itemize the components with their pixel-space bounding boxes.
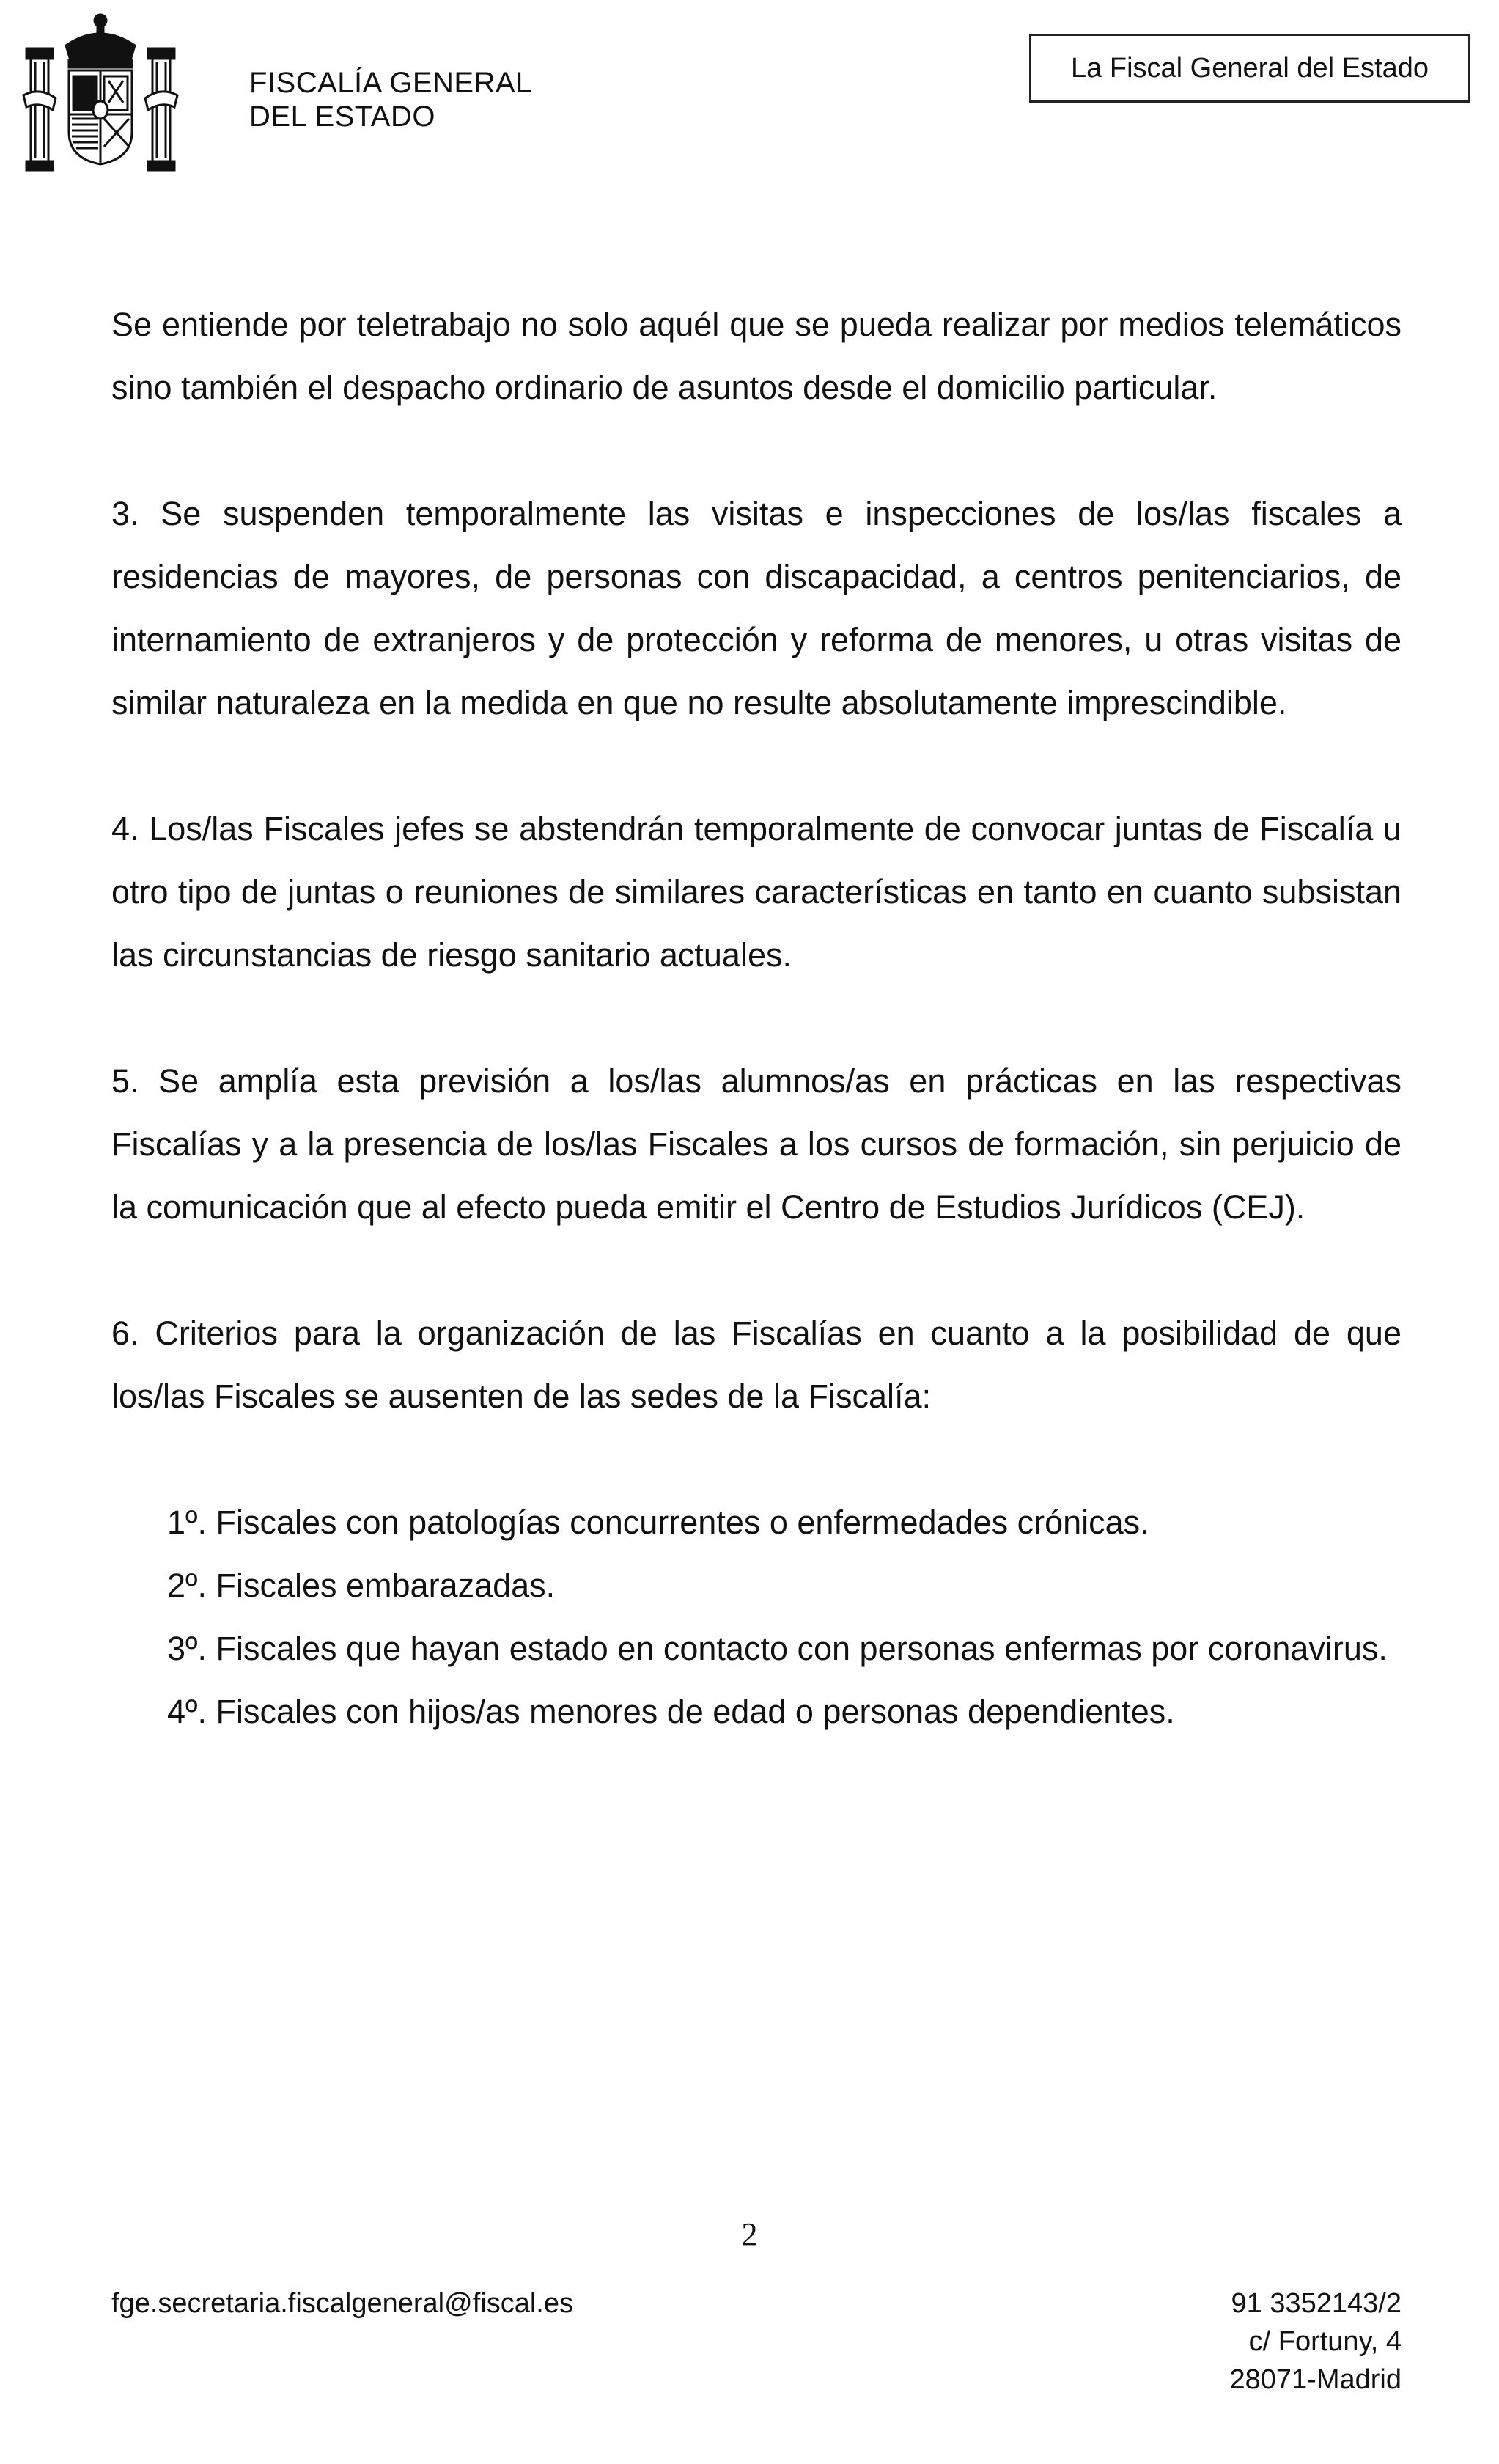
footer-city: 28071-Madrid (1229, 2364, 1402, 2395)
list-item: 1º. Fiscales con patologías concurrentes o enfermedades crónicas. (167, 1504, 1149, 1541)
footer-street: c/ Fortuny, 4 (1248, 2326, 1402, 2357)
coat-of-arms-icon (21, 7, 180, 174)
list-item: 4º. Fiscales con hijos/as menores de edad o personas dependientes. (167, 1693, 1175, 1730)
paragraph-5-trainees: 5. Se amplía esta previsión a los/las alumnos/as en prácticas en las respectivas Fiscalías y a la presencia de los/las Fiscales a los cursos de formación, sin perjuicio de la comunicación que al efecto pueda emitir el Centro de Estudios Jurídicos (CEJ). (111, 1062, 1402, 1226)
footer-email: fge.secretaria.fiscalgeneral@fiscal.es (111, 2288, 573, 2319)
paragraph-4-meetings: 4. Los/las Fiscales jefes se abstendrán temporalmente de convocar juntas de Fiscalía u otro tipo de juntas o reuniones de similares características en tanto en cuanto subsistan las circunstancias de riesgo sanitario actuales. (111, 810, 1402, 974)
institution-name (249, 66, 532, 133)
paragraph-telework: Se entiende por teletrabajo no solo aquél que se pueda realizar por medios telemáticos sino también el despacho ordinario de asuntos desde el domicilio particular. (111, 306, 1402, 406)
footer-address (1230, 2284, 1402, 2399)
document-origin-box: La Fiscal General del Estado (1029, 34, 1470, 103)
paragraph-3-visits: 3. Se suspenden temporalmente las visitas e inspecciones de los/las fiscales a residencias de mayores, de personas con discapacidad, a centros penitenciarios, de internamiento de extranjeros y de protección y reforma de menores, u otras visitas de similar naturaleza en la medida en que no resulte absolutamente imprescindible. (111, 495, 1402, 721)
list-item: 3º. Fiscales que hayan estado en contacto con personas enfermas por coronavirus. (167, 1630, 1388, 1667)
footer-phone: 91 3352143/2 (1231, 2288, 1402, 2319)
paragraph-6-criteria: 6. Criterios para la organización de las Fiscalías en cuanto a la posibilidad de que los/las Fiscales se ausenten de las sedes de la Fiscalía: (111, 1314, 1402, 1415)
institution-name-line2: DEL ESTADO (249, 100, 435, 133)
page-number: 2 (741, 2216, 758, 2252)
list-item: 2º. Fiscales embarazadas. (167, 1567, 556, 1604)
document-body (111, 293, 1402, 1743)
institution-name-line1: FISCALÍA GENERAL (249, 67, 532, 99)
criteria-list (111, 1491, 1402, 1743)
